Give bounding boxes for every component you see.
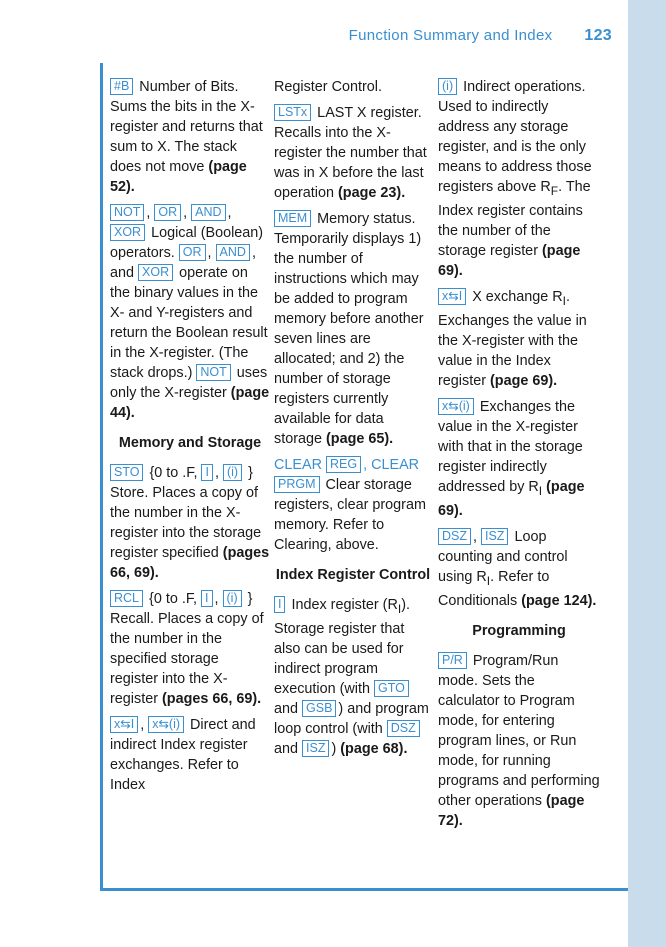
key-lstx: LSTx	[274, 104, 311, 121]
key-dsz: DSZ	[387, 720, 420, 737]
entry-loop-control: DSZ , ISZ Loop counting and control using $R_I$. Refer to Conditionals (page 124).	[438, 528, 597, 609]
key-isz: ISZ	[481, 528, 508, 545]
key-p-r: P/R	[438, 652, 467, 669]
key-gto: GTO	[374, 680, 409, 697]
page-number: 123	[584, 27, 612, 44]
key-sto: STO	[110, 464, 143, 481]
entry-program-run: P/R Program/Run mode. Sets the calculator to Program mode, for entering program lines, or Run mode, for running programs and performing other operations (page 72).	[438, 652, 600, 829]
entry-last-x: LSTx LAST X register. Recalls into the X-register the number that was in X before the last operation (page 23).	[274, 105, 427, 201]
key-x-exchange-indirect: x⇆(i)	[438, 398, 474, 415]
key-and: AND	[191, 204, 225, 221]
key-isz: ISZ	[302, 740, 329, 757]
entry-index-register: I Index register $(R_I)$. Storage register that also can be used for indirect program execution (with GTO and GSB ) and program loop control (with DSZ and ISZ ) (page 68).	[274, 597, 429, 757]
entry-memory-status: MEM Memory status. Temporarily displays 1) the number of instructions which may be added to program memory before another seven lines are allocated; and 2) the number of storage registers currently available for data storage (page 65).	[274, 211, 424, 447]
key-indirect: (i)	[438, 78, 457, 95]
key-x-exchange-i: x⇆I	[438, 288, 466, 305]
key-or: OR	[179, 244, 206, 261]
key-reg: REG	[326, 456, 361, 473]
column-3	[438, 77, 600, 837]
key-index: I	[201, 464, 212, 481]
key-mem: MEM	[274, 210, 311, 227]
entry-store: STO {0 to .F, I , (i) } Store. Places a copy of the number in the X-register into the storage register specified (pages 66, 69).	[110, 465, 270, 581]
page-header	[0, 27, 612, 45]
key-and: AND	[216, 244, 250, 261]
key-x-exchange-indirect: x⇆(i)	[148, 716, 184, 733]
entry-register-control-cont: Register Control.	[274, 79, 382, 95]
key-dsz: DSZ	[438, 528, 471, 545]
key-index: I	[274, 596, 285, 613]
key-prgm: PRGM	[274, 476, 320, 493]
entry-x-exchange-indirect: x⇆(i) Exchanges the value in the X-register with that in the storage register indirectly addressed by $R_I$ (page 69).	[438, 398, 585, 519]
key-rcl: RCL	[110, 590, 143, 607]
entry-clear: CLEAR REG , CLEAR PRGM Clear storage registers, clear program memory. Refer to Clearing, above.	[274, 457, 426, 553]
key-xor: XOR	[138, 264, 173, 281]
entry-indirect: (i) Indirect operations. Used to indirectly address any storage register, and is the only means to address those registers above $R_F$. The Index register contains the number of the storage register (page 69).	[438, 79, 592, 279]
key-index: I	[201, 590, 212, 607]
entry-recall: RCL {0 to .F, I , (i) } Recall. Places a copy of the number in the specified storage register into the X-register (pages 66, 69).	[110, 591, 264, 707]
entry-x-exchange-i: x⇆I X exchange $R_I$. Exchanges the value in the X-register with the value in the Index register (page 69).	[438, 288, 587, 389]
key-number-of-bits: #B	[110, 78, 133, 95]
page-edge-band	[628, 0, 666, 947]
column-2	[274, 77, 432, 765]
key-not: NOT	[110, 204, 144, 221]
key-xor: XOR	[110, 224, 145, 241]
key-indirect: (i)	[223, 464, 242, 481]
entry-number-of-bits: #B Number of Bits. Sums the bits in the X-register and returns that sum to X. The stack does not move (page 52).	[110, 79, 263, 195]
column-1	[110, 77, 270, 801]
entry-logical-operators: NOT , OR , AND , XOR Logical (Boolean) operators. OR , AND , and XOR operate on the binary values in the X- and Y-registers and return the Boolean result in the X-register. (The stack drops.) NOT uses only the X-register (page 44).	[110, 205, 270, 421]
section-heading-memory: Memory and Storage	[118, 435, 262, 451]
section-heading-programming: Programming	[472, 622, 566, 639]
key-not: NOT	[196, 364, 230, 381]
key-gsb: GSB	[302, 700, 336, 717]
key-x-exchange-i: x⇆I	[110, 716, 138, 733]
entry-index-exchanges: x⇆I , x⇆(i) Direct and indirect Index register exchanges. Refer to Index	[110, 717, 256, 793]
section-title: Function Summary and Index	[348, 27, 553, 44]
key-indirect: (i)	[223, 590, 242, 607]
section-heading-index-register: Index Register Control	[275, 567, 431, 583]
key-or: OR	[154, 204, 181, 221]
